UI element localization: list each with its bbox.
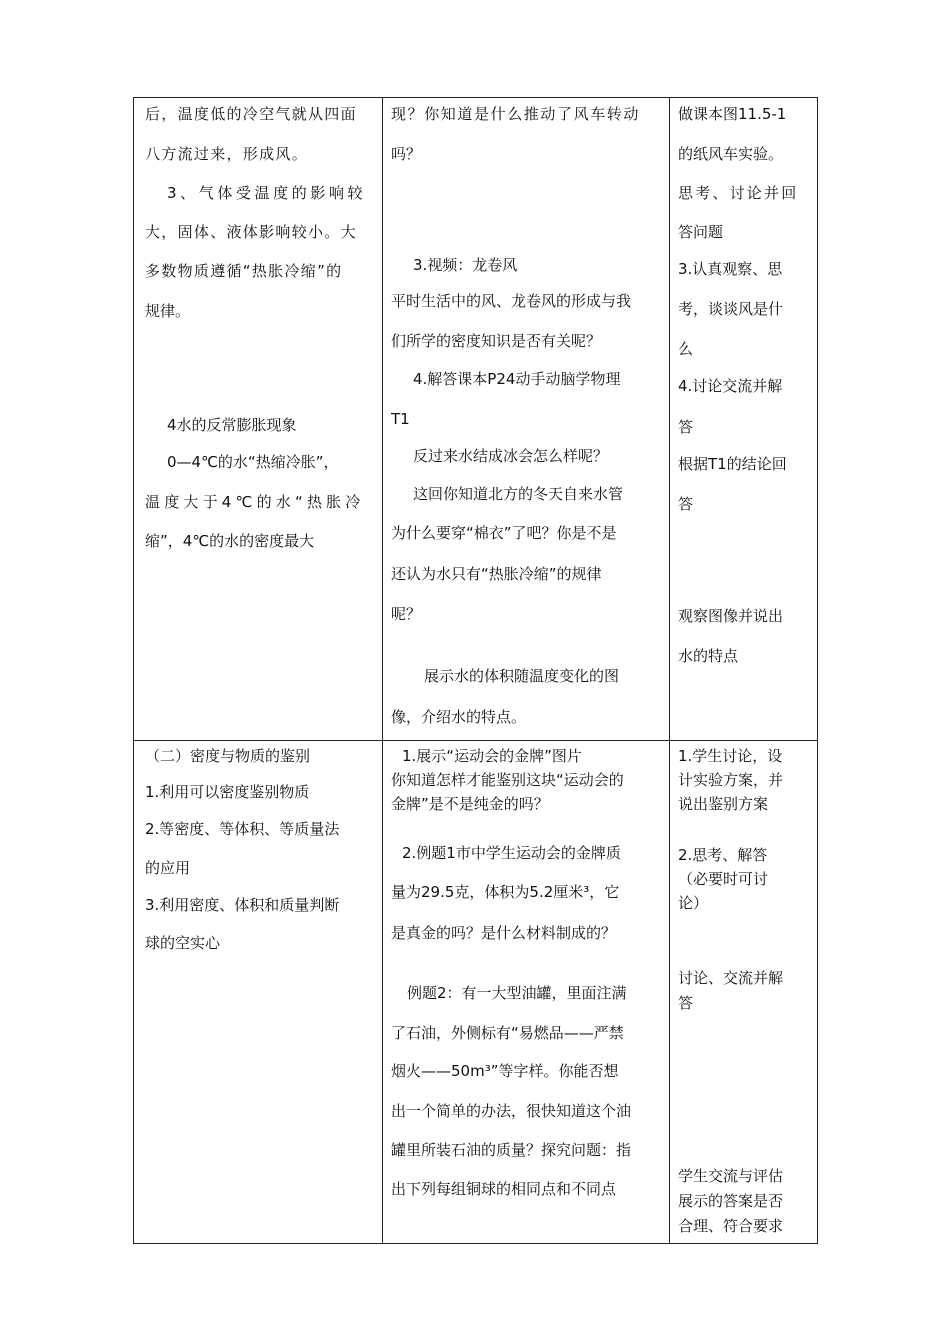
text-line: 1.展示“运动会的金牌”图片 <box>402 747 582 765</box>
text-line: 思考、讨论并回 <box>678 184 799 202</box>
text-line: 这回你知道北方的冬天自来水管 <box>413 485 624 503</box>
text-line: 么 <box>678 340 694 358</box>
text-line: 2.例题1市中学生运动会的金牌质 <box>402 844 621 862</box>
text-line: 呢？ <box>391 605 422 623</box>
text-line: 量为29.5克，体积为5.2厘米³，它 <box>391 883 620 901</box>
text-line: 计实验方案，并 <box>678 771 784 789</box>
text-line: T1 <box>391 410 410 428</box>
text-line: 展示水的体积随温度变化的图 <box>424 667 620 685</box>
column-divider <box>382 98 383 1243</box>
text-line: 答问题 <box>678 223 724 241</box>
text-line: 规律。 <box>145 302 191 320</box>
text-line: 金牌”是不是纯金的吗？ <box>391 795 549 813</box>
text-line: 烟火——50m³”等字样。你能否想 <box>391 1062 619 1080</box>
text-line: 的纸风车实验。 <box>678 145 784 163</box>
text-line: 2.等密度、等体积、等质量法 <box>145 820 340 838</box>
text-line: 3.认真观察、思 <box>678 260 783 278</box>
text-line: 罐里所装石油的质量？探究问题：指 <box>391 1141 632 1159</box>
text-line: 像，介绍水的特点。 <box>391 708 527 726</box>
text-line: 3、气体受温度的影响较 <box>167 184 367 202</box>
text-line: 3.视频：龙卷风 <box>413 256 518 274</box>
text-line: 是真金的吗？是什么材料制成的？ <box>391 924 617 942</box>
text-line: 平时生活中的风、龙卷风的形成与我 <box>391 292 632 310</box>
text-line: 0—4℃的水“热缩冷胀”， <box>167 453 339 471</box>
section-heading: （二）密度与物质的鉴别 <box>145 747 311 765</box>
text-line: 学生交流与评估 <box>678 1167 784 1185</box>
text-line: 为什么要穿“棉衣”了吧？你是不是 <box>391 524 617 542</box>
text-line: 的应用 <box>145 859 191 877</box>
text-line: 你知道怎样才能鉴别这块“运动会的 <box>391 771 624 789</box>
text-line: 现？你知道是什么推动了风车转动 <box>391 105 641 123</box>
lesson-plan-table <box>133 97 818 1244</box>
text-line: （必要时可讨 <box>678 870 769 888</box>
text-line: 1.利用可以密度鉴别物质 <box>145 783 310 801</box>
text-line: 讨论、交流并解 <box>678 969 784 987</box>
text-line: 们所学的密度知识是否有关呢？ <box>391 332 602 350</box>
row-divider <box>134 740 817 741</box>
text-line: 1.学生讨论，设 <box>678 747 783 765</box>
text-line: 展示的答案是否 <box>678 1192 784 1210</box>
column-divider <box>669 98 670 1243</box>
text-line: 2.思考、解答 <box>678 846 768 864</box>
text-line: 球的空实心 <box>145 934 221 952</box>
text-line: 4.解答课本P24动手动脑学物理 <box>413 370 621 388</box>
text-line: 后，温度低的冷空气就从四面 <box>145 105 357 123</box>
text-line: 出一个简单的办法，很快知道这个油 <box>391 1102 632 1120</box>
text-line: 还认为水只有“热胀冷缩”的规律 <box>391 565 602 583</box>
text-line: 答 <box>678 994 694 1012</box>
text-line: 3.利用密度、体积和质量判断 <box>145 896 340 914</box>
text-line: 反过来水结成冰会怎么样呢？ <box>413 447 609 465</box>
text-line: 大，固体、液体影响较小。大 <box>145 223 357 241</box>
text-line: 4水的反常膨胀现象 <box>167 416 297 434</box>
text-line: 答 <box>678 495 694 513</box>
text-line: 根据T1的结论回 <box>678 455 787 473</box>
text-line: 缩”，4℃的水的密度最大 <box>145 532 315 550</box>
text-line: 合理、符合要求 <box>678 1217 784 1235</box>
text-line: 说出鉴别方案 <box>678 795 769 813</box>
text-line: 八方流过来，形成风。 <box>145 145 309 163</box>
text-line: 吗？ <box>391 145 422 163</box>
text-line: 多数物质遵循“热胀冷缩”的 <box>145 262 343 280</box>
text-line: 考，谈谈风是什 <box>678 300 784 318</box>
text-line: 出下列每组铜球的相同点和不同点 <box>391 1180 617 1198</box>
text-line: 做课本图11.5-1 <box>678 105 787 123</box>
text-line: 观察图像并说出 <box>678 607 784 625</box>
text-line: 论） <box>678 894 709 912</box>
text-line: 4.讨论交流并解 <box>678 377 783 395</box>
text-line: 例题2：有一大型油罐，里面注满 <box>407 984 627 1002</box>
text-line: 答 <box>678 418 694 436</box>
text-line: 了石油，外侧标有“易燃品——严禁 <box>391 1024 624 1042</box>
text-line: 水的特点 <box>678 647 739 665</box>
text-line: 温度大于4℃的水“热胀冷 <box>145 493 365 511</box>
